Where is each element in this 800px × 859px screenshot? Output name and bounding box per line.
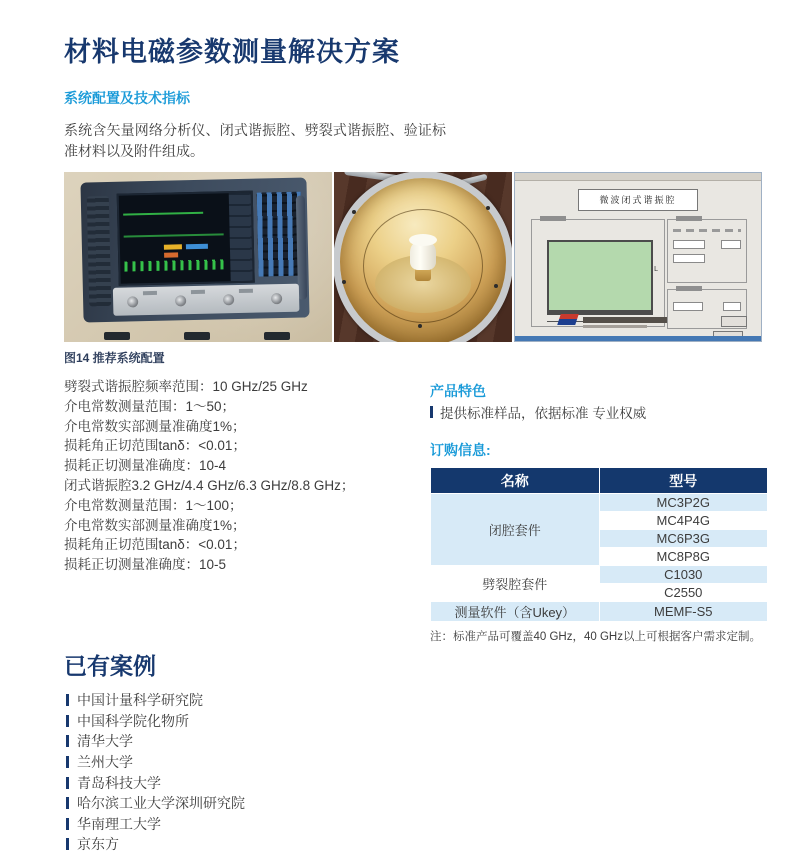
cavity-photo (334, 172, 512, 342)
bullet-bar-icon (66, 818, 69, 830)
vna-vent-grille (87, 196, 111, 306)
rf-connector (271, 293, 282, 304)
input-field (721, 240, 741, 249)
window-titlebar (515, 173, 761, 181)
list-item (66, 711, 245, 732)
groupbox-label (540, 216, 566, 221)
sample-diagram-groupbox (531, 219, 665, 327)
spectrum-trace (124, 259, 224, 271)
rf-connector (127, 296, 138, 307)
bullet-bar-icon (66, 797, 69, 809)
case-text: 中国科学院化物所 (77, 712, 189, 729)
sample-diagram (547, 240, 653, 315)
rim-screw (486, 206, 490, 210)
dielectric-sample-top (409, 234, 437, 246)
section-heading-features: 产品特色 (430, 383, 486, 399)
bullet-bar-icon (66, 777, 69, 789)
spec-line: 损耗角正切范围tanδ：<0.01； (64, 438, 246, 454)
list-item (66, 731, 245, 752)
input-field (673, 254, 705, 263)
spec-line: 介电常数测量范围：1～100； (64, 497, 243, 513)
software-screenshot (514, 172, 762, 342)
groupbox-label (676, 216, 702, 221)
spec-line: 损耗角正切范围tanδ：<0.01； (64, 537, 246, 553)
bullet-bar-icon (66, 715, 69, 727)
model-cell: MC3P2G (599, 494, 768, 512)
panel-button (239, 289, 253, 293)
vna-front-panel (113, 284, 300, 316)
vna-photo (64, 172, 332, 342)
list-item (66, 793, 245, 814)
model-cell: C2550 (599, 584, 768, 602)
case-text: 青岛科技大学 (77, 774, 161, 791)
section-heading-ordering: 订购信息: (430, 442, 491, 458)
spec-line: 介电常数测量范围：1～50； (64, 398, 236, 414)
list-item (66, 772, 245, 793)
specs-list (64, 377, 354, 575)
radio-options (673, 229, 741, 232)
spec-line: 闭式谐振腔3.2 GHz/4.4 GHz/6.3 GHz/8.8 GHz； (64, 477, 355, 493)
vna-display (117, 191, 255, 286)
case-text: 兰州大学 (77, 754, 133, 771)
cases-list (66, 690, 245, 855)
dialog-button (721, 316, 747, 327)
model-cell: MC8P8G (599, 548, 768, 566)
window-bottom-strip (515, 336, 761, 341)
group-name-cell: 劈裂腔套件 (431, 566, 600, 602)
bullet-bar-icon (430, 406, 433, 418)
figure-row (64, 172, 762, 342)
list-item (66, 690, 245, 711)
instrument-foot (184, 332, 210, 340)
spec-line: 劈裂式谐振腔频率范围：10 GHz/25 GHz (64, 379, 308, 394)
section-heading-cases: 已有案例 (64, 653, 156, 679)
bullet-bar-icon (66, 756, 69, 768)
spec-line: 介电常数实部测量准确度1%； (64, 418, 246, 434)
groupbox-label (676, 286, 702, 291)
rim-screw (494, 284, 498, 288)
spec-line: 介电常数实部测量准确度1%； (64, 517, 246, 533)
model-cell: MC6P3G (599, 530, 768, 548)
column-header-name: 名称 (431, 468, 600, 494)
group-name-cell: 测量软件（含Ukey） (431, 602, 600, 622)
trace-line (124, 233, 224, 237)
panel-button (143, 291, 157, 295)
bullet-bar-icon (66, 735, 69, 747)
marker-chip (164, 244, 182, 249)
input-field (673, 240, 705, 249)
page-title: 材料电磁参数测量解决方案 (64, 37, 400, 68)
panel-button (191, 290, 205, 294)
instrument-foot (104, 332, 130, 340)
table-row (431, 494, 768, 512)
table-row (431, 602, 768, 622)
case-text: 中国计量科学研究院 (77, 692, 203, 709)
input-field (723, 302, 741, 311)
bullet-bar-icon (66, 694, 69, 706)
dimension-label: L (654, 266, 658, 273)
trace-line (123, 212, 203, 216)
feature-text: 提供标准样品，依据标准 专业权威 (440, 406, 647, 421)
section-heading-system-config: 系统配置及技术指标 (64, 90, 190, 106)
list-item (66, 834, 245, 855)
table-note: 注：标准产品可覆盖40 GHz，40 GHz以上可根据客户需求定制。 (430, 631, 761, 643)
case-text: 哈尔滨工业大学深圳研究院 (77, 795, 245, 812)
bullet-bar-icon (66, 838, 69, 850)
rf-connector (175, 295, 186, 306)
rim-screw (352, 210, 356, 214)
column-header-model: 型号 (599, 468, 768, 494)
marker-chip (164, 252, 178, 257)
company-name-text (583, 317, 667, 323)
softkey-menu (229, 193, 253, 281)
case-text: 华南理工大学 (77, 815, 161, 832)
ordering-table (430, 467, 768, 622)
spec-line: 损耗正切测量准确度：10-5 (64, 557, 227, 573)
intro-text: 系统含矢量网络分析仪、闭式谐振腔、劈裂式谐振腔、验证标准材料以及附件组成。 (64, 122, 446, 159)
feature-item (430, 402, 646, 422)
instrument-foot (264, 332, 290, 340)
rim-screw (418, 324, 422, 328)
company-logo-icon (557, 314, 579, 325)
marker-chip (186, 244, 208, 249)
list-item (66, 752, 245, 773)
group-name-cell: 闭腔套件 (431, 494, 600, 566)
case-text: 京东方 (77, 836, 119, 853)
table-header-row (431, 468, 768, 494)
model-cell: MC4P4G (599, 512, 768, 530)
software-title-box: 微波闭式谐振腔 (578, 189, 698, 211)
input-field (673, 302, 703, 311)
rf-connector (223, 294, 234, 305)
spec-line: 损耗正切测量准确度：10-4 (64, 458, 227, 474)
company-name-en-text (583, 325, 647, 328)
case-text: 清华大学 (77, 733, 133, 750)
vna-chassis (80, 177, 309, 322)
table-row (431, 566, 768, 584)
list-item (66, 814, 245, 835)
model-cell: MEMF-S5 (599, 602, 768, 622)
figure-caption: 图14 推荐系统配置 (64, 351, 165, 365)
model-cell: C1030 (599, 566, 768, 584)
rim-screw (342, 280, 346, 284)
settings-groupbox (667, 219, 747, 283)
